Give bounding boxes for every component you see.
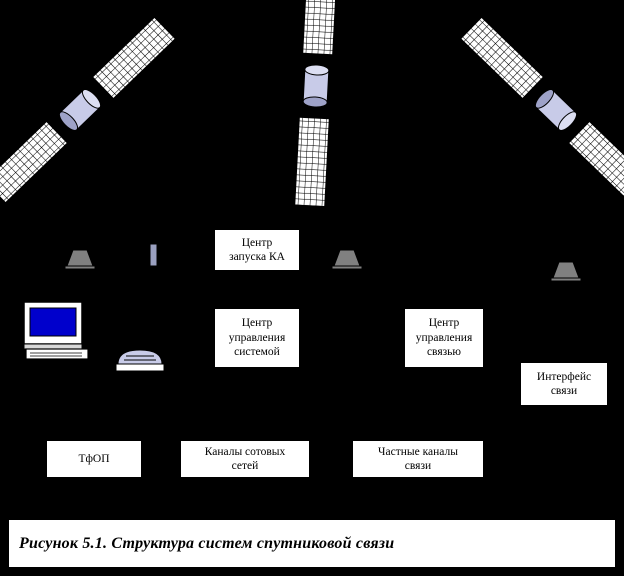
box-pstn-label: ТфОП [78,452,110,465]
dish-antenna-3 [551,232,581,281]
satellite-left [0,17,175,203]
box-interface[interactable] [520,362,608,406]
computer-monitor-icon [22,300,94,362]
box-launch-center[interactable] [214,229,300,271]
box-system-control-center-label: Центр управления системой [228,317,286,359]
box-system-control-center[interactable] [214,308,300,368]
box-launch-center-label: Центр запуска КА [229,236,285,263]
box-cellular-channels[interactable] [180,440,310,478]
box-communication-control-center-label: Центр управления связью [415,317,473,359]
satellite-center [295,0,338,207]
telephone-icon [116,350,164,371]
box-communication-control-center[interactable] [404,308,484,368]
figure-caption: Рисунок 5.1. Структура систем спутниковой связи [19,534,395,552]
box-pstn[interactable] [46,440,142,478]
box-private-channels[interactable] [352,440,484,478]
box-private-channels-label: Частные каналы связи [378,445,458,472]
satellite-right [461,17,624,203]
box-interface-label: Интерфейс связи [536,370,592,397]
dish-antenna-1 [65,220,95,269]
box-cellular-channels-label: Каналы сотовых сетей [204,445,286,472]
dish-antenna-2 [332,220,362,269]
ground-post-icon [150,244,157,266]
figure-caption-bar [8,519,616,568]
